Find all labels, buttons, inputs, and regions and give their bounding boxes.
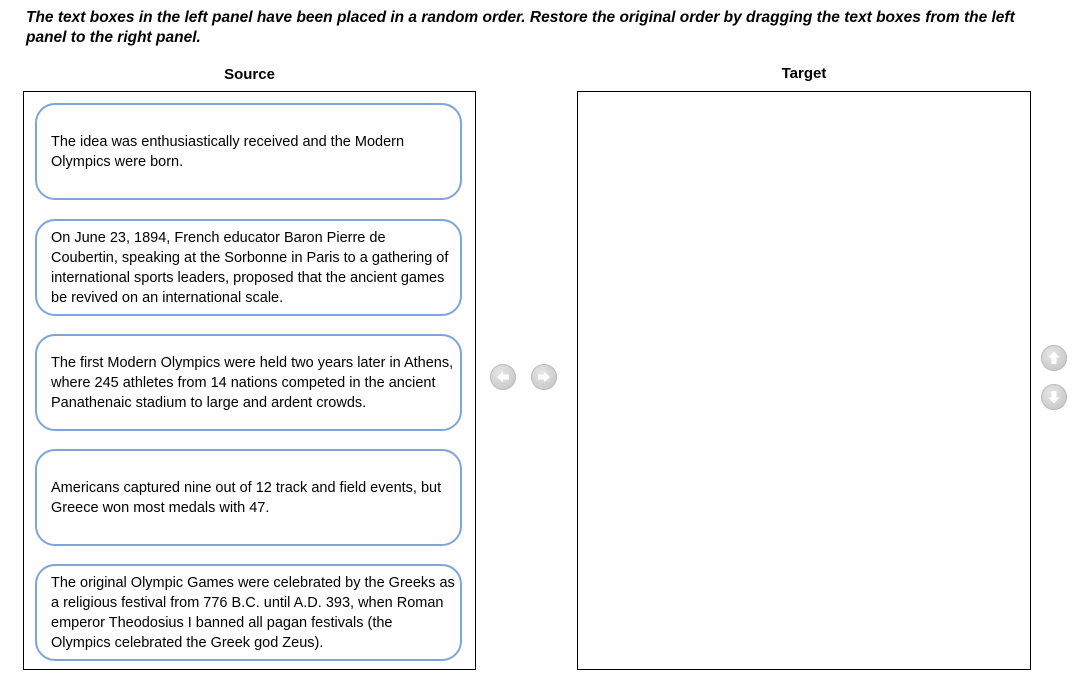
arrow-down-icon [1041, 384, 1067, 410]
source-text-box[interactable] [35, 564, 462, 661]
source-text-box[interactable] [35, 219, 462, 316]
text-box-content: Americans captured nine out of 12 track and field events, but Greece won most medals with 47. [51, 479, 442, 516]
source-panel[interactable] [23, 91, 476, 670]
source-panel-title: Source [224, 66, 275, 83]
arrow-left-icon [490, 364, 516, 390]
instructions-text: The text boxes in the left panel have been placed in a random order. Restore the original order by dragging the text boxes from the left panel to the right panel. [26, 9, 1015, 46]
source-text-box[interactable] [35, 103, 462, 200]
target-panel[interactable] [577, 91, 1031, 670]
text-box-content: The original Olympic Games were celebrated by the Greeks as a religious festival from 776 B.C. until A.D. 393, when Roman emperor Theodosius I banned all pagan festivals (the Olympics celebrated the Greek god Zeus). [51, 574, 455, 651]
move-left-button[interactable] [490, 364, 516, 390]
source-text-box[interactable] [35, 449, 462, 546]
move-up-button[interactable] [1041, 345, 1067, 371]
move-right-button[interactable] [531, 364, 557, 390]
target-panel-title: Target [781, 65, 827, 82]
text-box-content: On June 23, 1894, French educator Baron Pierre de Coubertin, speaking at the Sorbonne in Paris to a gathering of international sports leaders, proposed that the ancient games be revived on an international scale. [51, 229, 449, 306]
arrow-right-icon [531, 364, 557, 390]
move-down-button[interactable] [1041, 384, 1067, 410]
text-box-content: The first Modern Olympics were held two years later in Athens, where 245 athletes from 14 nations competed in the ancient Panathenaic stadium to large and ardent crowds. [51, 354, 454, 411]
text-box-content: The idea was enthusiastically received and the Modern Olympics were born. [51, 133, 405, 170]
arrow-up-icon [1041, 345, 1067, 371]
source-text-box[interactable] [35, 334, 462, 431]
